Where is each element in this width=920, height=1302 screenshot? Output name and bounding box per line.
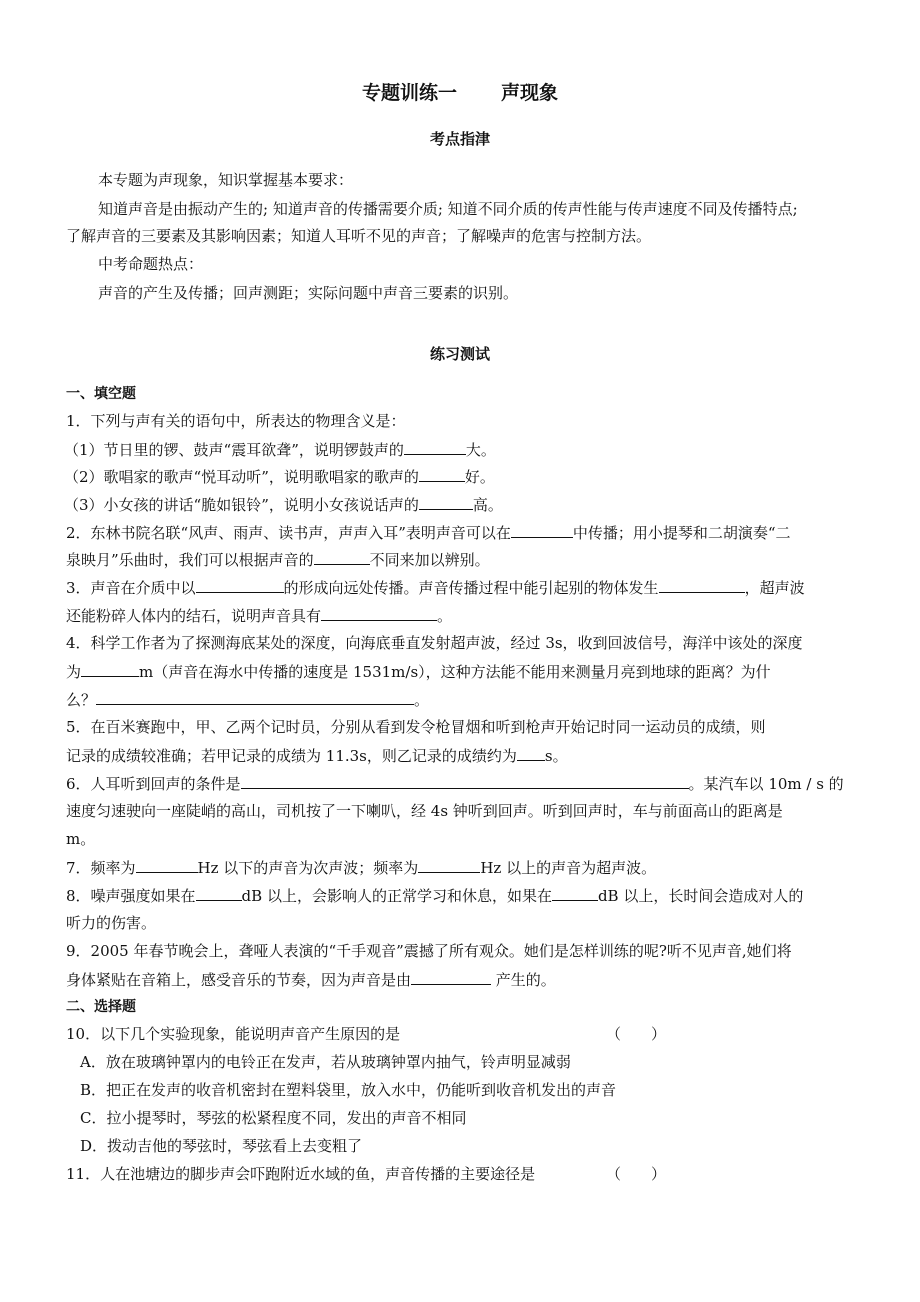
answer-blank[interactable]: [81, 661, 139, 677]
answer-blank[interactable]: [511, 522, 573, 538]
section-subtitle: 考点指津: [429, 130, 490, 148]
question-1-item: （3）小女孩的讲话“脆如银铃”，说明小女孩说话声的 高。: [64, 496, 503, 514]
answer-blank[interactable]: [419, 494, 473, 510]
answer-blank[interactable]: [419, 466, 465, 482]
question-3: 还能粉碎人体内的结石，说明声音具有 。: [66, 607, 453, 625]
question-6: m。: [66, 830, 96, 848]
question-2: 泉映月”乐曲时，我们可以根据声音的 不同来加以辨别。: [66, 551, 490, 569]
question-6: 6．人耳听到回声的条件是 。某汽车以 10m / s 的: [66, 775, 844, 793]
question-9: 身体紧贴在音箱上，感受音乐的节奏，因为声音是由 产生的。: [66, 971, 556, 989]
answer-parentheses[interactable]: （ ）: [606, 1025, 667, 1043]
answer-blank[interactable]: [136, 857, 198, 873]
intro-paragraph: 中考命题热点：: [98, 255, 204, 273]
intro-paragraph: 知道声音是由振动产生的; 知道声音的传播需要介质; 知道不同介质的传声性能与传声速度不同及传播特点;: [98, 200, 798, 218]
question-5: 记录的成绩较准确；若甲记录的成绩为 11.3s，则乙记录的成绩约为 s。: [66, 747, 568, 765]
option-a[interactable]: A．放在玻璃钟罩内的电铃正在发声，若从玻璃钟罩内抽气，铃声明显减弱: [80, 1053, 571, 1071]
answer-blank[interactable]: [418, 857, 480, 873]
option-c[interactable]: C．拉小提琴时，琴弦的松紧程度不同，发出的声音不相同: [80, 1109, 467, 1127]
answer-parentheses[interactable]: （ ）: [606, 1165, 667, 1183]
practice-title: 练习测试: [429, 345, 490, 363]
question-7: 7．频率为 Hz 以下的声音为次声波；频率为 Hz 以上的声音为超声波。: [66, 859, 657, 877]
option-d[interactable]: D．拨动吉他的琴弦时，琴弦看上去变粗了: [80, 1137, 363, 1155]
answer-blank[interactable]: [241, 773, 689, 789]
question-4: 为 m（声音在海水中传播的速度是 1531m/s），这种方法能不能用来测量月亮到地球的距离？为什: [66, 663, 771, 681]
answer-blank[interactable]: [96, 689, 414, 705]
question-1-item: （2）歌唱家的歌声“悦耳动听”，说明歌唱家的歌声的 好。: [64, 468, 495, 486]
section-heading: 一、填空题: [66, 386, 136, 402]
question-3: 3．声音在介质中以 的形成向远处传播。声音传播过程中能引起别的物体发生 ，超声波: [66, 579, 805, 597]
question-8: 听力的伤害。: [66, 914, 157, 932]
intro-paragraph: 了解声音的三要素及其影响因素；知道人耳听不见的声音；了解噪声的危害与控制方法。: [66, 227, 652, 245]
question-10: 10．以下几个实验现象，能说明声音产生原因的是: [66, 1025, 401, 1043]
answer-blank[interactable]: [659, 577, 745, 593]
answer-blank[interactable]: [314, 549, 370, 565]
question-1: 1．下列与声有关的语句中，所表达的物理含义是：: [66, 412, 406, 430]
answer-blank[interactable]: [552, 885, 598, 901]
question-4: 么？ 。: [66, 691, 430, 709]
answer-blank[interactable]: [321, 605, 437, 621]
answer-blank[interactable]: [517, 745, 545, 761]
intro-paragraph: 声音的产生及传播；回声测距；实际问题中声音三要素的识别。: [98, 284, 519, 302]
section-heading: 二、选择题: [66, 999, 136, 1015]
answer-blank[interactable]: [404, 439, 466, 455]
question-4: 4．科学工作者为了探测海底某处的深度，向海底垂直发射超声波，经过 3s，收到回波信号，海洋中该处的深度: [66, 634, 803, 652]
question-8: 8．噪声强度如果在 dB 以上，会影响人的正常学习和休息，如果在 dB 以上，长时间会造成对人的: [66, 887, 804, 905]
question-1-item: （1）节日里的锣、鼓声“震耳欲聋”，说明锣鼓声的 大。: [64, 441, 496, 459]
question-2: 2．东林书院名联“风声、雨声、读书声，声声入耳”表明声音可以在 中传播；用小提琴和二胡演奏“二: [66, 524, 791, 542]
title-part2: 声现象: [501, 82, 559, 104]
question-6: 速度匀速驶向一座陡峭的高山，司机按了一下喇叭，经 4s 钟听到回声。听到回声时，车与前面高山的距离是: [66, 802, 783, 820]
title-part1: 专题训练一: [361, 82, 457, 104]
answer-blank[interactable]: [411, 969, 491, 985]
option-b[interactable]: B．把正在发声的收音机密封在塑料袋里，放入水中，仍能听到收音机发出的声音: [80, 1081, 617, 1099]
question-11: 11．人在池塘边的脚步声会吓跑附近水域的鱼，声音传播的主要途径是: [66, 1165, 536, 1183]
question-5: 5．在百米赛跑中，甲、乙两个记时员，分别从看到发令枪冒烟和听到枪声开始记时同一运动员的成绩，则: [66, 718, 766, 736]
question-9: 9．2005 年春节晚会上，聋哑人表演的“千手观音”震撼了所有观众。她们是怎样训练的呢?听不见声音,她们将: [66, 942, 792, 960]
intro-paragraph: 本专题为声现象，知识掌握基本要求：: [98, 171, 354, 189]
page-title: [0, 78, 920, 105]
answer-blank[interactable]: [196, 577, 284, 593]
answer-blank[interactable]: [196, 885, 242, 901]
